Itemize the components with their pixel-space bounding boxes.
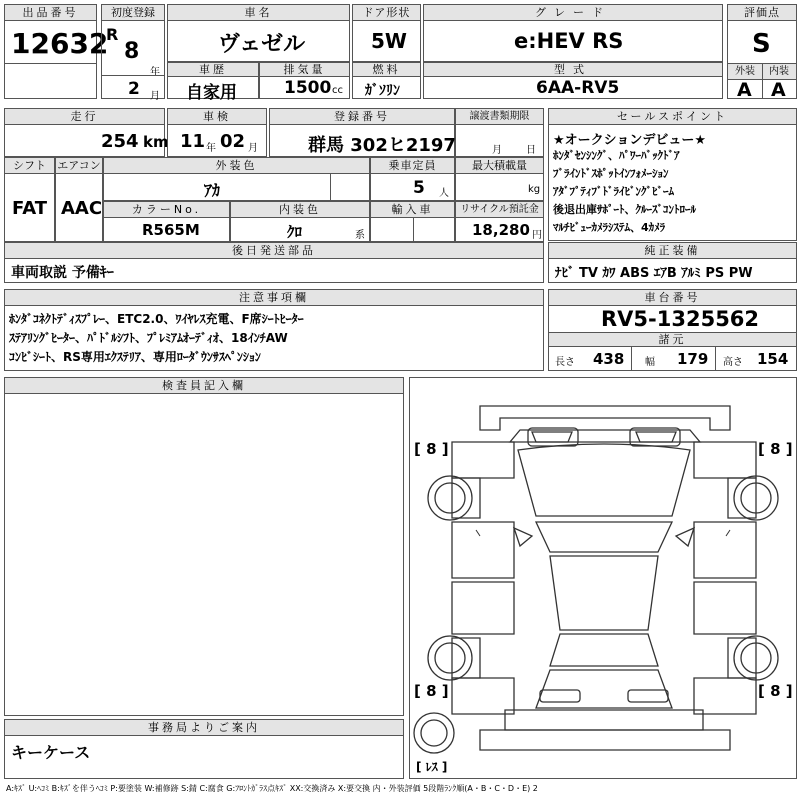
interior-label: 内装 (762, 64, 796, 80)
length: 438 (593, 350, 625, 368)
max-load-unit: kg (528, 184, 541, 195)
score: S (752, 29, 771, 59)
later-parts-cell (4, 242, 544, 283)
office-label: 事務局よりご案内 (5, 720, 403, 736)
inspection-cell (167, 108, 267, 157)
displacement-cell (259, 62, 350, 99)
capacity-cell (370, 157, 455, 201)
model: 6AA-RV5 (536, 78, 620, 98)
era: R (106, 25, 119, 44)
sales-point-line: ★オークションデビュー★ (553, 133, 707, 148)
sales-point-line: ｱﾀﾞﾌﾟﾃｨﾌﾞﾄﾞﾗｲﾋﾞﾝｸﾞﾋﾞｰﾑ (553, 185, 674, 198)
notes-line: ﾎﾝﾀﾞｺﾈｸﾄﾃﾞｨｽﾌﾟﾚｰ、ETC2.0、ﾜｲﾔﾚｽ充電、F席ｼｰﾄﾋｰﾀｰ (9, 312, 304, 326)
displacement-unit: cc (332, 85, 343, 96)
displacement: 1500 (284, 78, 332, 98)
import-label: 輸入車 (371, 202, 454, 218)
color-no: R565M (142, 221, 200, 239)
car-diagram-panel (409, 377, 797, 779)
transfer-label: 譲渡書類期限 (456, 109, 543, 125)
width-label: 幅 (645, 357, 655, 368)
spare-tire-status: [ ﾚｽ ] (416, 760, 448, 774)
reg-year-unit: 年 (150, 67, 160, 78)
fuel-label: 燃料 (353, 63, 420, 77)
grade: e:HEV RS (514, 29, 624, 53)
fuel-cell (352, 62, 421, 99)
chassis-number: RV5-1325562 (601, 307, 760, 331)
int-color-cell (230, 201, 370, 242)
lot-number-label: 出品番号 (5, 5, 96, 21)
inspection-month-unit: 月 (248, 143, 258, 154)
notes-cell (4, 289, 544, 371)
capacity: 5 (413, 178, 425, 198)
model-label: 型式 (424, 63, 722, 77)
transfer-day-unit: 日 (526, 145, 536, 156)
ext-color: ｱｶ (204, 181, 221, 200)
mileage-unit: km (143, 133, 169, 151)
notes-line: ｺﾝﾋﾞｼｰﾄ、RS専用ｴｸｽﾃﾘｱ、専用ﾛｰﾀﾞｳﾝｻｽﾍﾟﾝｼｮﾝ (9, 350, 261, 364)
history-cell (167, 62, 259, 103)
model-cell (423, 62, 723, 99)
aircon-label: エアコン (57, 159, 101, 172)
aircon-cell (55, 157, 103, 242)
import-cell (370, 201, 455, 242)
equipment: ﾅﾋﾞ TV ｶﾜ ABS ｴｱB ｱﾙﾐ PS PW (555, 266, 753, 281)
tire-rl-rating: [ 8 ] (414, 682, 449, 700)
door-label: ドア形状 (353, 5, 420, 21)
plate-cell (269, 108, 455, 157)
recycle-label: リサイクル預託金 (456, 202, 543, 218)
recycle-unit: 円 (532, 230, 542, 241)
plate-number: 群馬 302ヒ2197 (308, 135, 456, 156)
aircon: AAC (61, 198, 103, 219)
equipment-cell (548, 242, 797, 283)
sales-points-cell (548, 108, 797, 241)
first-registration-cell (101, 4, 165, 102)
int-color-unit: 系 (355, 230, 365, 241)
dims-label: 諸元 (549, 332, 796, 347)
color-no-label: カラーNo. (104, 202, 229, 218)
grade-label: グレード (424, 5, 722, 21)
door-type: 5W (371, 29, 407, 53)
inspector-cell (4, 377, 404, 716)
tire-fr-rating: [ 8 ] (758, 440, 793, 458)
mileage: 254 (101, 131, 139, 152)
inspector-label: 検査員記入欄 (5, 378, 403, 394)
lot-number: 12632 (11, 27, 109, 60)
max-load-cell (455, 157, 544, 201)
notes-label: 注意事項欄 (5, 290, 543, 306)
max-load-label: 最大積載量 (456, 158, 543, 174)
chassis-label: 車台番号 (549, 290, 796, 306)
exterior-label: 外装 (728, 64, 762, 80)
height: 154 (757, 350, 789, 368)
sales-point-line: ﾎﾝﾀﾞｾﾝｼﾝｸﾞ、ﾊﾟﾜｰﾊﾞｯｸﾄﾞｱ (553, 149, 680, 162)
sales-point-line: ﾌﾞﾗｲﾝﾄﾞｽﾎﾟｯﾄｲﾝﾌｫﾒｰｼｮﾝ (553, 167, 669, 180)
office-cell (4, 719, 404, 779)
mileage-label: 走行 (5, 109, 164, 125)
tire-rr-rating: [ 8 ] (758, 682, 793, 700)
int-color-label: 内装色 (231, 202, 369, 218)
capacity-label: 乗車定員 (371, 158, 454, 174)
recycle-fee: 18,280 (472, 221, 530, 239)
fuel: ｶﾞｿﾘﾝ (365, 83, 400, 99)
transfer-month-unit: 月 (492, 145, 502, 156)
legend: A:ｷｽﾞ U:ﾍｺﾐ B:ｷｽﾞを伴うﾍｺﾐ P:要塗装 W:補修跡 S:錆 C:腐食 G:ﾌﾛﾝﾄｶﾞﾗｽ点ｷｽﾞ XX:交換済み X:要交換 内・外装評価 5段階ﾗﾝｸ順(A・B・C・D・E) 2 (6, 784, 538, 793)
transfer-cell (455, 108, 544, 157)
capacity-unit: 人 (439, 188, 449, 199)
score-cell (727, 4, 797, 99)
color-no-cell (103, 201, 230, 242)
history: 自家用 (186, 83, 237, 103)
interior-score: A (771, 79, 786, 101)
first-reg-label: 初度登録 (102, 5, 164, 21)
int-color: ｸﾛ (287, 223, 303, 241)
notes-line: ｽﾃｱﾘﾝｸﾞﾋｰﾀｰ、ﾊﾟﾄﾞﾙｼﾌﾄ、ﾌﾟﾚﾐｱﾑｵｰﾃﾞｨｵ、18ｲﾝﾁAW (9, 331, 288, 345)
score-label: 評価点 (728, 5, 796, 21)
inspection-label: 車検 (168, 109, 266, 125)
ext-color-cell (103, 157, 370, 201)
car-diagram (410, 378, 796, 778)
chassis-cell (548, 289, 797, 371)
plate-label: 登録番号 (270, 109, 454, 125)
office-note: キーケース (11, 743, 91, 762)
width: 179 (677, 350, 709, 368)
recycle-cell (455, 201, 544, 242)
door-cell (352, 4, 421, 62)
shift-cell (4, 157, 55, 242)
reg-year: 8 (124, 39, 140, 64)
length-label: 長さ (555, 357, 575, 368)
grade-cell (423, 4, 723, 62)
inspection-month: 02 (220, 131, 246, 152)
sales-points-label: セールスポイント (549, 109, 796, 125)
lot-number-cell (4, 4, 109, 99)
car-name-cell (167, 4, 350, 62)
shift-label: シフト (5, 158, 54, 174)
car-name-label: 車名 (168, 5, 349, 21)
ext-color-label: 外装色 (104, 158, 369, 174)
sales-point-line: ﾏﾙﾁﾋﾞｭｰｶﾒﾗｼｽﾃﾑ、4ｶﾒﾗ (553, 221, 666, 234)
later-parts: 車両取説 予備ｷｰ (11, 265, 114, 281)
inspection-year-unit: 年 (206, 143, 216, 154)
car-name: ヴェゼル (218, 32, 306, 57)
reg-month-unit: 月 (150, 91, 160, 102)
exterior-score: A (737, 79, 752, 101)
later-parts-label: 後日発送部品 (5, 243, 543, 259)
shift: FAT (12, 198, 48, 219)
history-label: 車歴 (168, 63, 258, 77)
sales-point-line: 後退出庫ｻﾎﾟｰﾄ、ｸﾙｰｽﾞｺﾝﾄﾛｰﾙ (553, 203, 696, 216)
tire-fl-rating: [ 8 ] (414, 440, 449, 458)
reg-month: 2 (128, 79, 140, 99)
height-label: 高さ (723, 357, 743, 368)
inspection-year: 11 (180, 131, 206, 152)
mileage-cell (4, 108, 169, 157)
equipment-label: 純正装備 (549, 243, 796, 259)
displacement-label: 排気量 (260, 63, 349, 77)
